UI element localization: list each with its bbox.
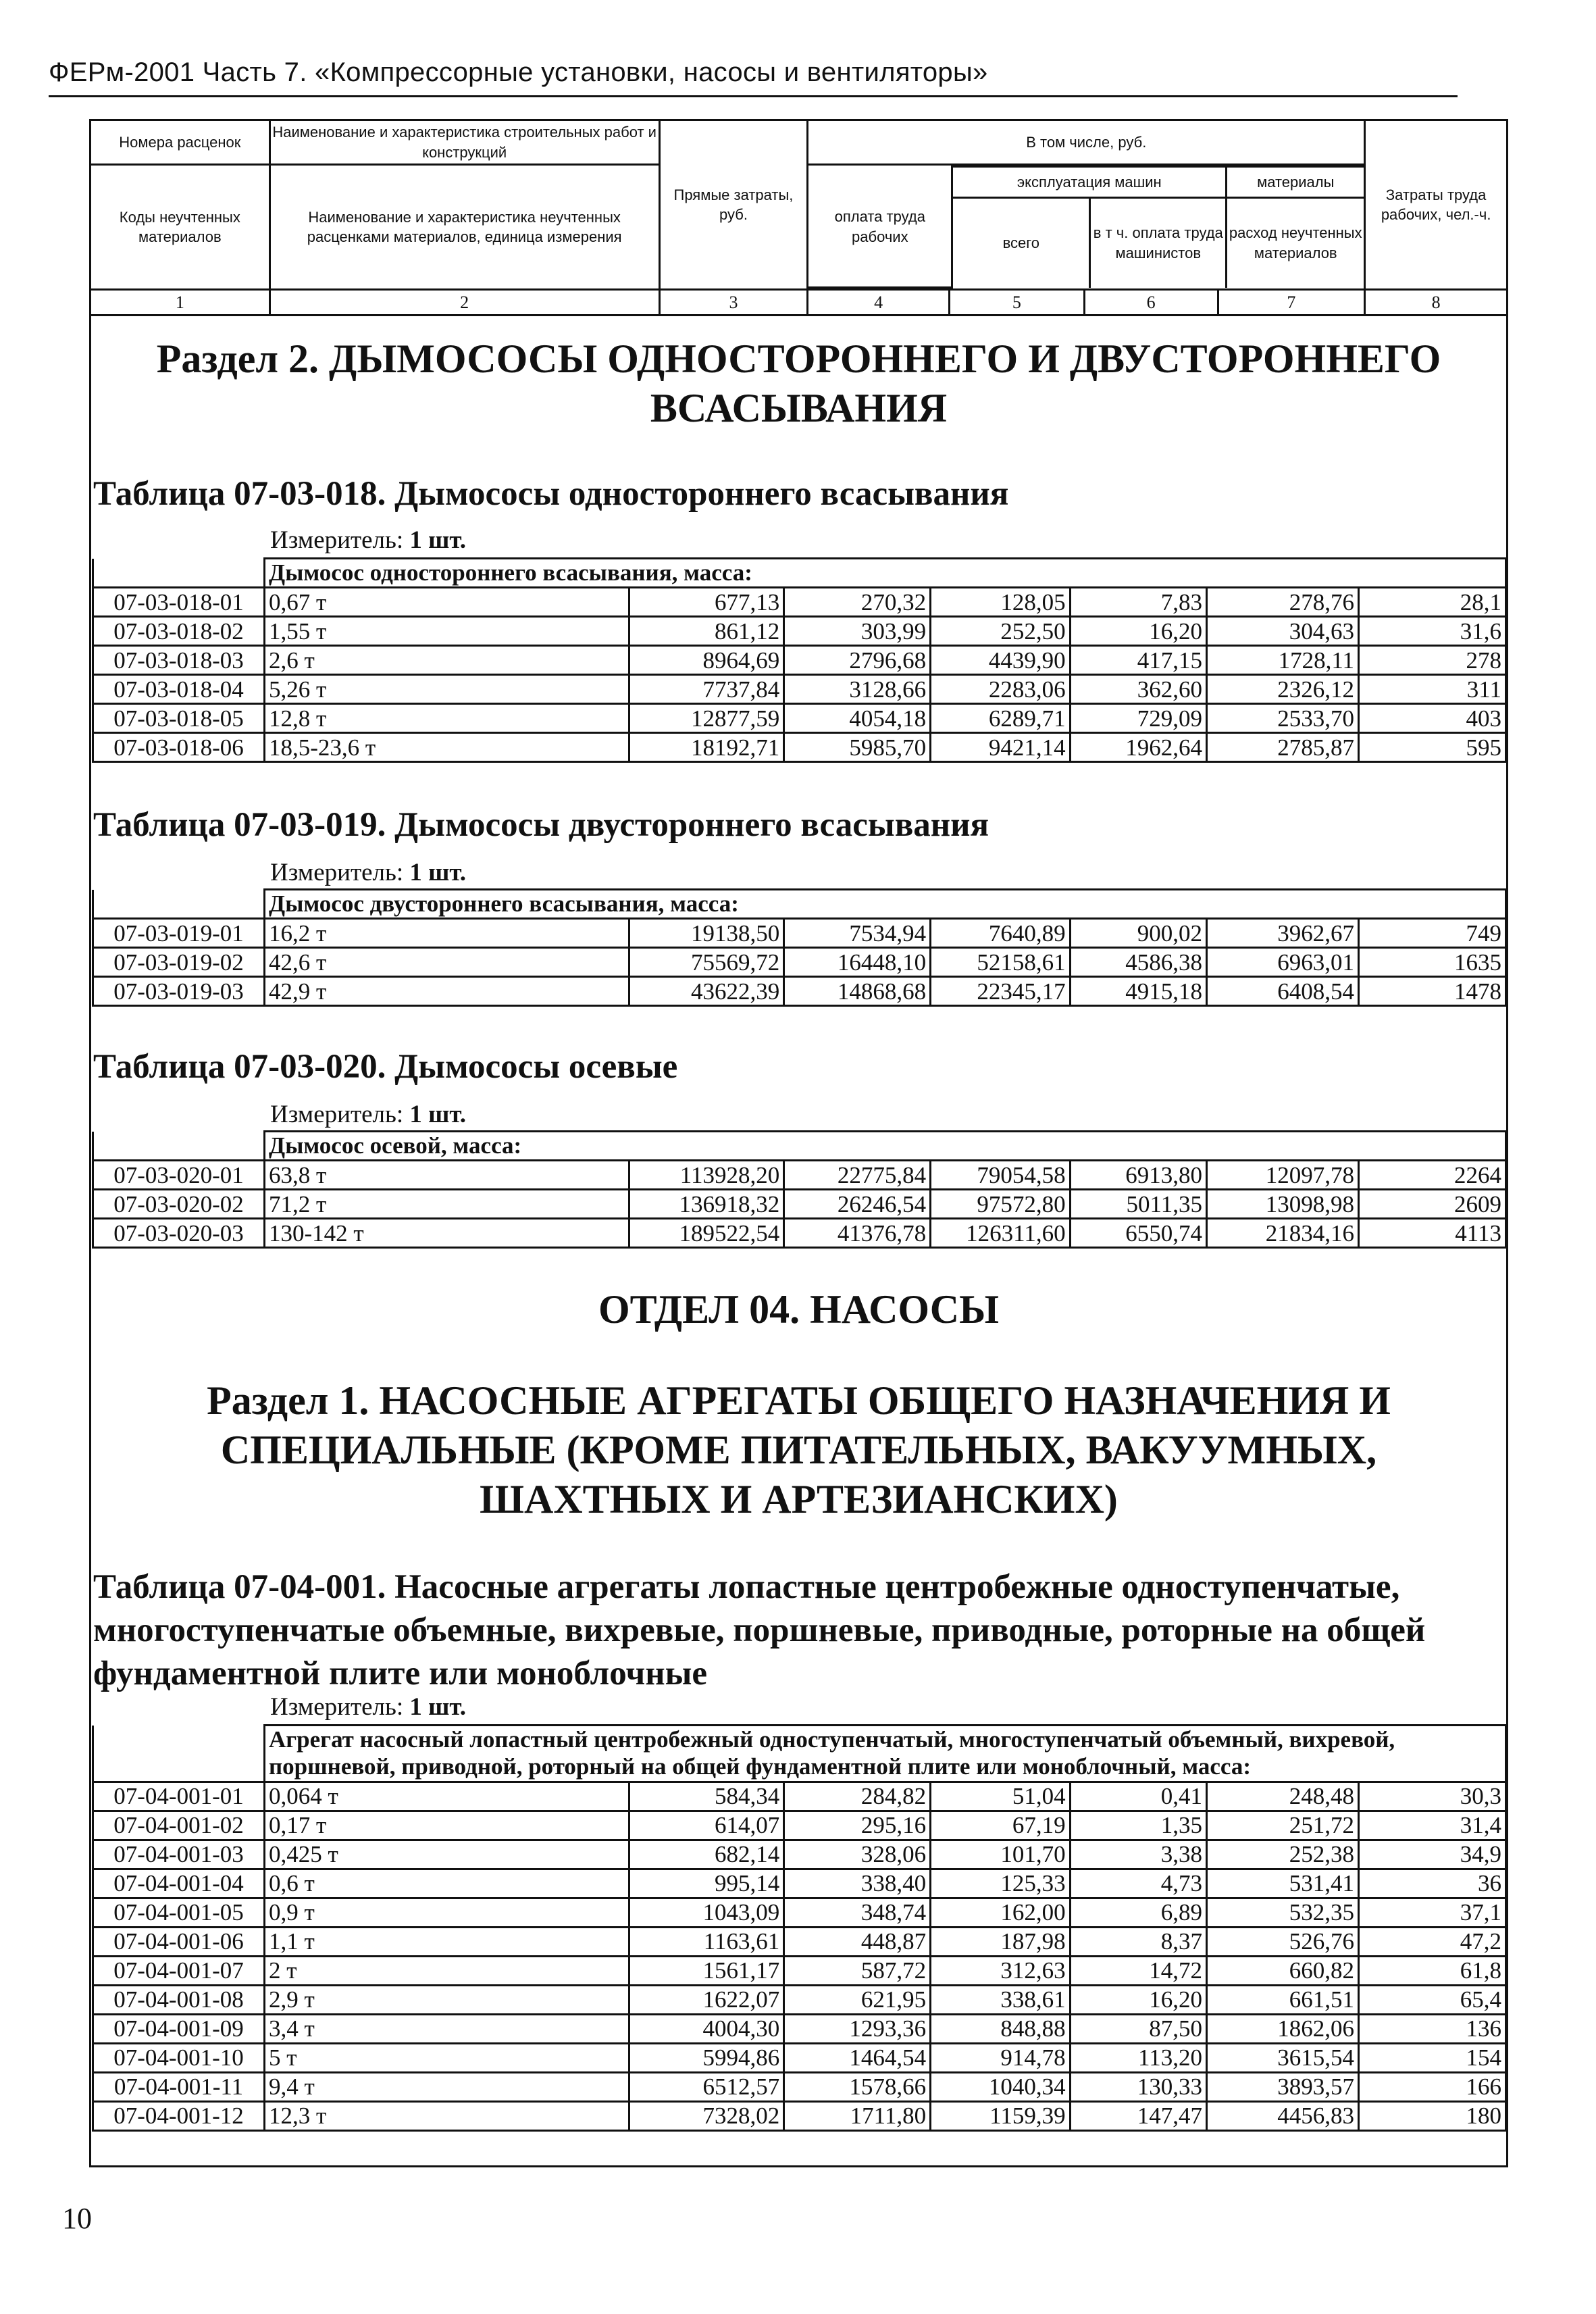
cost-cell: 1962,64 (1070, 733, 1206, 762)
mass-value: 42,9 т (265, 977, 629, 1006)
table-row (93, 1898, 1506, 1927)
cost-cell: 328,06 (784, 1840, 931, 1869)
cost-cell: 101,70 (931, 1840, 1071, 1869)
col-zatraty-label: Затраты труда рабочих, чел.-ч. (1365, 120, 1508, 290)
cost-cell: 3962,67 (1206, 919, 1358, 948)
cost-cell: 587,72 (784, 1956, 931, 1985)
cost-cell: 3615,54 (1206, 2043, 1358, 2072)
table-caption-row (93, 1726, 1506, 1782)
cost-cell: 595 (1359, 733, 1506, 762)
cost-cell: 28,1 (1359, 588, 1506, 617)
cost-cell: 47,2 (1359, 1927, 1506, 1956)
cost-cell: 304,63 (1206, 617, 1358, 646)
cost-cell: 1622,07 (629, 1985, 784, 2014)
cost-cell: 87,50 (1070, 2014, 1206, 2043)
rate-code: 07-03-019-03 (93, 977, 265, 1006)
cost-cell: 9421,14 (931, 733, 1071, 762)
cost-cell: 19138,50 (629, 919, 784, 948)
cost-cell: 6512,57 (629, 2072, 784, 2101)
cost-cell: 16,20 (1070, 617, 1206, 646)
cost-cell: 180 (1359, 2101, 1506, 2130)
rate-code: 07-04-001-10 (93, 2043, 265, 2072)
table-row (93, 617, 1506, 646)
cost-cell: 8964,69 (629, 646, 784, 675)
measure-value: 1 шт. (409, 859, 467, 886)
cost-cell: 16,20 (1070, 1985, 1206, 2014)
cost-cell: 147,47 (1070, 2101, 1206, 2130)
table-row (93, 2014, 1506, 2043)
table-row (93, 2101, 1506, 2130)
col-vsego-label: всего (952, 198, 1090, 288)
cost-cell: 6550,74 (1070, 1219, 1206, 1248)
table-018-title: Таблица 07-03-018. Дымососы одностороннего всасывания (93, 475, 1009, 513)
mass-value: 16,2 т (265, 919, 629, 948)
cost-cell: 4113 (1359, 1219, 1506, 1248)
rate-code: 07-03-018-06 (93, 733, 265, 762)
cost-cell: 4586,38 (1070, 948, 1206, 977)
cost-cell: 584,34 (629, 1782, 784, 1811)
table-row (93, 1782, 1506, 1811)
cost-cell: 448,87 (784, 1927, 931, 1956)
table-018-measure (270, 526, 466, 555)
table-row (93, 1811, 1506, 1840)
mass-value: 1,55 т (265, 617, 629, 646)
cost-cell: 995,14 (629, 1869, 784, 1898)
cost-cell: 348,74 (784, 1898, 931, 1927)
mass-value: 5,26 т (265, 675, 629, 704)
cost-cell: 14,72 (1070, 1956, 1206, 1985)
cost-cell: 14868,68 (784, 977, 931, 1006)
cost-cell: 5985,70 (784, 733, 931, 762)
mass-value: 130-142 т (265, 1219, 629, 1248)
cost-cell: 1163,61 (629, 1927, 784, 1956)
rate-code: 07-04-001-06 (93, 1927, 265, 1956)
table-caption: Дымосос осевой, масса: (265, 1132, 1506, 1161)
table-caption-row (93, 1132, 1506, 1161)
cost-cell: 284,82 (784, 1782, 931, 1811)
rate-code: 07-03-018-01 (93, 588, 265, 617)
cost-cell: 661,51 (1206, 1985, 1358, 2014)
col-vtch-label: в т ч. оплата труда машинистов (1090, 198, 1227, 288)
cost-cell: 1711,80 (784, 2101, 931, 2130)
col-rashod-label: расход неучтенных материалов (1227, 198, 1364, 288)
cost-cell: 7737,84 (629, 675, 784, 704)
cost-cell: 1862,06 (1206, 2014, 1358, 2043)
table-row (93, 948, 1506, 977)
cost-cell: 861,12 (629, 617, 784, 646)
cost-cell: 312,63 (931, 1956, 1071, 1985)
table-row (93, 1985, 1506, 2014)
cost-cell: 1578,66 (784, 2072, 931, 2101)
mass-value: 0,064 т (265, 1782, 629, 1811)
cost-cell: 22345,17 (931, 977, 1071, 1006)
col-pryamye-label: Прямые затраты, руб. (659, 120, 808, 290)
col-nomera-label: Номера расценок (91, 120, 270, 165)
caption-blank-cell (93, 890, 265, 919)
table-caption-row (93, 890, 1506, 919)
table-020-measure (270, 1100, 466, 1129)
cost-cell: 6289,71 (931, 704, 1071, 733)
cost-cell: 34,9 (1359, 1840, 1506, 1869)
cost-cell: 2609 (1359, 1190, 1506, 1219)
table-row (93, 919, 1506, 948)
col-num-1: 1 (91, 290, 270, 316)
table-019-measure (270, 858, 466, 887)
cost-cell: 677,13 (629, 588, 784, 617)
measure-value: 1 шт. (409, 1693, 467, 1721)
cost-cell: 1561,17 (629, 1956, 784, 1985)
cost-cell: 12097,78 (1206, 1161, 1358, 1190)
cost-cell: 4054,18 (784, 704, 931, 733)
cost-cell: 2533,70 (1206, 704, 1358, 733)
table-row (93, 2043, 1506, 2072)
rate-code: 07-03-019-01 (93, 919, 265, 948)
table-019 (92, 888, 1507, 1007)
cost-cell: 51,04 (931, 1782, 1071, 1811)
cost-cell: 4,73 (1070, 1869, 1206, 1898)
mass-value: 0,6 т (265, 1869, 629, 1898)
cost-cell: 660,82 (1206, 1956, 1358, 1985)
cost-cell: 187,98 (931, 1927, 1071, 1956)
cost-cell: 303,99 (784, 617, 931, 646)
mass-value: 1,1 т (265, 1927, 629, 1956)
mass-value: 9,4 т (265, 2072, 629, 2101)
cost-cell: 128,05 (931, 588, 1071, 617)
cost-cell: 65,4 (1359, 1985, 1506, 2014)
cost-cell: 26246,54 (784, 1190, 931, 1219)
cost-cell: 2283,06 (931, 675, 1071, 704)
rate-code: 07-04-001-12 (93, 2101, 265, 2130)
col-num-2: 2 (269, 290, 659, 316)
cost-cell: 97572,80 (931, 1190, 1071, 1219)
mass-value: 2 т (265, 1956, 629, 1985)
col-num-4: 4 (808, 290, 950, 316)
rate-code: 07-04-001-09 (93, 2014, 265, 2043)
cost-cell: 37,1 (1359, 1898, 1506, 1927)
cost-cell: 22775,84 (784, 1161, 931, 1190)
cost-cell: 403 (1359, 704, 1506, 733)
cost-cell: 6963,01 (1206, 948, 1358, 977)
cost-cell: 36 (1359, 1869, 1506, 1898)
mass-value: 63,8 т (265, 1161, 629, 1190)
table-020 (92, 1130, 1507, 1249)
mass-value: 18,5-23,6 т (265, 733, 629, 762)
cost-cell: 1293,36 (784, 2014, 931, 2043)
cost-cell: 4915,18 (1070, 977, 1206, 1006)
cost-cell: 251,72 (1206, 1811, 1358, 1840)
header-rule (49, 95, 1458, 97)
cost-cell: 12877,59 (629, 704, 784, 733)
column-header-table (89, 119, 1508, 316)
rate-code: 07-04-001-02 (93, 1811, 265, 1840)
mass-value: 0,17 т (265, 1811, 629, 1840)
col-naim1-label: Наименование и характеристика строительных работ и конструкций (269, 120, 659, 165)
cost-cell: 31,6 (1359, 617, 1506, 646)
cost-cell: 4004,30 (629, 2014, 784, 2043)
cost-cell: 125,33 (931, 1869, 1071, 1898)
cost-cell: 130,33 (1070, 2072, 1206, 2101)
col-materialy-label: материалы (1227, 167, 1364, 198)
table-caption: Дымосос одностороннего всасывания, масса: (265, 559, 1506, 588)
cost-cell: 532,35 (1206, 1898, 1358, 1927)
cost-cell: 914,78 (931, 2043, 1071, 2072)
col-oplata-label: оплата труда рабочих (808, 167, 952, 288)
cost-cell: 1464,54 (784, 2043, 931, 2072)
cost-cell: 7,83 (1070, 588, 1206, 617)
cost-cell: 41376,78 (784, 1219, 931, 1248)
cost-cell: 252,50 (931, 617, 1071, 646)
table-019-title: Таблица 07-03-019. Дымососы двустороннего всасывания (93, 806, 989, 844)
cost-cell: 848,88 (931, 2014, 1071, 2043)
cost-cell: 749 (1359, 919, 1506, 948)
cost-cell: 6,89 (1070, 1898, 1206, 1927)
mass-value: 12,3 т (265, 2101, 629, 2130)
mass-value: 42,6 т (265, 948, 629, 977)
measure-label: Измеритель: (270, 526, 404, 554)
measure-value: 1 шт. (409, 1101, 467, 1128)
cost-cell: 8,37 (1070, 1927, 1206, 1956)
measure-label: Измеритель: (270, 1693, 404, 1721)
table-001-title (93, 1566, 1501, 1695)
cost-cell: 248,48 (1206, 1782, 1358, 1811)
cost-cell: 3128,66 (784, 675, 931, 704)
measure-label: Измеритель: (270, 1101, 404, 1128)
cost-cell: 189522,54 (629, 1219, 784, 1248)
cost-cell: 52158,61 (931, 948, 1071, 977)
table-caption-row (93, 559, 1506, 588)
cost-cell: 154 (1359, 2043, 1506, 2072)
table-row (93, 1927, 1506, 1956)
cost-cell: 729,09 (1070, 704, 1206, 733)
rate-code: 07-04-001-03 (93, 1840, 265, 1869)
caption-blank-cell (93, 1726, 265, 1782)
table-caption: Агрегат насосный лопастный центробежный одноступенчатый, многоступенчатый объемный, вихревой, поршневой, приводной, роторный на общей фундаментной плите или моноблочный, масса: (265, 1726, 1506, 1782)
cost-cell: 614,07 (629, 1811, 784, 1840)
col-kody-label: Коды неучтенных материалов (91, 165, 270, 290)
rate-code: 07-03-020-03 (93, 1219, 265, 1248)
col-subheader (808, 166, 1364, 288)
section-2-title: Раздел 2. ДЫМОСОСЫ ОДНОСТОРОННЕГО И ДВУСТОРОННЕГО ВСАСЫВАНИЯ (156, 336, 1441, 431)
table-001-measure (270, 1692, 466, 1721)
table-caption: Дымосос двустороннего всасывания, масса: (265, 890, 1506, 919)
cost-cell: 136 (1359, 2014, 1506, 2043)
table-row (93, 1219, 1506, 1248)
table-row (93, 1161, 1506, 1190)
cost-cell: 16448,10 (784, 948, 931, 977)
cost-cell: 6408,54 (1206, 977, 1358, 1006)
table-018 (92, 557, 1507, 763)
table-020-title: Таблица 07-03-020. Дымососы осевые (93, 1048, 678, 1086)
cost-cell: 1043,09 (629, 1898, 784, 1927)
table-row (93, 1190, 1506, 1219)
caption-blank-cell (93, 1132, 265, 1161)
cost-cell: 18192,71 (629, 733, 784, 762)
cost-cell: 61,8 (1359, 1956, 1506, 1985)
cost-cell: 126311,60 (931, 1219, 1071, 1248)
rate-code: 07-03-020-01 (93, 1161, 265, 1190)
cost-cell: 278,76 (1206, 588, 1358, 617)
table-row (93, 646, 1506, 675)
cost-cell: 4456,83 (1206, 2101, 1358, 2130)
cost-cell: 2264 (1359, 1161, 1506, 1190)
cost-cell: 682,14 (629, 1840, 784, 1869)
cost-cell: 338,40 (784, 1869, 931, 1898)
rate-code: 07-04-001-04 (93, 1869, 265, 1898)
cost-cell: 311 (1359, 675, 1506, 704)
rate-code: 07-03-018-04 (93, 675, 265, 704)
page-number: 10 (62, 2202, 92, 2235)
table-row (93, 675, 1506, 704)
cost-cell: 1635 (1359, 948, 1506, 977)
rate-code: 07-03-018-02 (93, 617, 265, 646)
cost-cell: 75569,72 (629, 948, 784, 977)
mass-value: 2,6 т (265, 646, 629, 675)
cost-cell: 5011,35 (1070, 1190, 1206, 1219)
measure-label: Измеритель: (270, 859, 404, 886)
mass-value: 12,8 т (265, 704, 629, 733)
mass-value: 0,67 т (265, 588, 629, 617)
mass-value: 3,4 т (265, 2014, 629, 2043)
cost-cell: 1478 (1359, 977, 1506, 1006)
cost-cell: 270,32 (784, 588, 931, 617)
cost-cell: 4439,90 (931, 646, 1071, 675)
cost-cell: 278 (1359, 646, 1506, 675)
cost-cell: 2326,12 (1206, 675, 1358, 704)
table-001 (92, 1724, 1507, 2132)
rate-code: 07-03-019-02 (93, 948, 265, 977)
table-row (93, 588, 1506, 617)
cost-cell: 79054,58 (931, 1161, 1071, 1190)
running-header: ФЕРм-2001 Часть 7. «Компрессорные установки, насосы и вентиляторы» (49, 57, 988, 87)
caption-blank-cell (93, 559, 265, 588)
cost-cell: 21834,16 (1206, 1219, 1358, 1248)
rate-code: 07-04-001-11 (93, 2072, 265, 2101)
cost-cell: 3893,57 (1206, 2072, 1358, 2101)
otdel-04-title: ОТДЕЛ 04. НАСОСЫ (598, 1287, 1000, 1332)
cost-cell: 526,76 (1206, 1927, 1358, 1956)
rate-code: 07-04-001-01 (93, 1782, 265, 1811)
cost-cell: 0,41 (1070, 1782, 1206, 1811)
cost-cell: 531,41 (1206, 1869, 1358, 1898)
cost-cell: 7534,94 (784, 919, 931, 948)
col-num-7: 7 (1218, 290, 1365, 316)
rate-code: 07-03-018-05 (93, 704, 265, 733)
table-row (93, 733, 1506, 762)
cost-cell: 3,38 (1070, 1840, 1206, 1869)
cost-cell: 1,35 (1070, 1811, 1206, 1840)
cost-cell: 166 (1359, 2072, 1506, 2101)
col-num-5: 5 (950, 290, 1085, 316)
mass-value: 2,9 т (265, 1985, 629, 2014)
cost-cell: 67,19 (931, 1811, 1071, 1840)
cost-cell: 13098,98 (1206, 1190, 1358, 1219)
section-1-title: Раздел 1. НАСОСНЫЕ АГРЕГАТЫ ОБЩЕГО НАЗНАЧЕНИЯ И СПЕЦИАЛЬНЫЕ (КРОМЕ ПИТАТЕЛЬНЫХ, ВАКУУМНЫХ, ШАХТНЫХ И АРТЕЗИАНСКИХ) (207, 1378, 1391, 1522)
cost-cell: 6913,80 (1070, 1161, 1206, 1190)
cost-cell: 295,16 (784, 1811, 931, 1840)
cost-cell: 162,00 (931, 1898, 1071, 1927)
cost-cell: 338,61 (931, 1985, 1071, 2014)
cost-cell: 362,60 (1070, 675, 1206, 704)
table-row (93, 1840, 1506, 1869)
rate-code: 07-04-001-05 (93, 1898, 265, 1927)
cost-cell: 621,95 (784, 1985, 931, 2014)
col-naim2-label: Наименование и характеристика неучтенных расценками материалов, единица измерения (269, 165, 659, 290)
table-001-title-text: Насосные агрегаты лопастные центробежные одноступенчатые, многоступенчатые объемные, вихревые, поршневые, приводные, роторные на общей фундаментной плите или моноблочные (93, 1568, 1426, 1692)
mass-value: 5 т (265, 2043, 629, 2072)
table-row (93, 704, 1506, 733)
cost-cell: 7640,89 (931, 919, 1071, 948)
cost-cell: 252,38 (1206, 1840, 1358, 1869)
table-001-title-num: Таблица 07-04-001. (93, 1568, 386, 1606)
rate-code: 07-04-001-07 (93, 1956, 265, 1985)
col-ekspl-label: эксплуатация машин (952, 167, 1227, 198)
cost-cell: 2796,68 (784, 646, 931, 675)
cost-cell: 1040,34 (931, 2072, 1071, 2101)
mass-value: 0,425 т (265, 1840, 629, 1869)
table-row (93, 1869, 1506, 1898)
cost-cell: 417,15 (1070, 646, 1206, 675)
col-num-3: 3 (659, 290, 808, 316)
rate-code: 07-03-018-03 (93, 646, 265, 675)
cost-cell: 1728,11 (1206, 646, 1358, 675)
mass-value: 71,2 т (265, 1190, 629, 1219)
cost-cell: 136918,32 (629, 1190, 784, 1219)
cost-cell: 2785,87 (1206, 733, 1358, 762)
cost-cell: 113928,20 (629, 1161, 784, 1190)
cost-cell: 43622,39 (629, 977, 784, 1006)
col-vtom-label: В том числе, руб. (808, 120, 1365, 165)
rate-code: 07-03-020-02 (93, 1190, 265, 1219)
cost-cell: 1159,39 (931, 2101, 1071, 2130)
col-num-6: 6 (1084, 290, 1218, 316)
cost-cell: 900,02 (1070, 919, 1206, 948)
col-num-8: 8 (1365, 290, 1508, 316)
cost-cell: 31,4 (1359, 1811, 1506, 1840)
mass-value: 0,9 т (265, 1898, 629, 1927)
cost-cell: 30,3 (1359, 1782, 1506, 1811)
measure-value: 1 шт. (409, 526, 467, 554)
cost-cell: 113,20 (1070, 2043, 1206, 2072)
table-row (93, 1956, 1506, 1985)
rate-code: 07-04-001-08 (93, 1985, 265, 2014)
table-row (93, 977, 1506, 1006)
cost-cell: 5994,86 (629, 2043, 784, 2072)
cost-cell: 7328,02 (629, 2101, 784, 2130)
table-row (93, 2072, 1506, 2101)
